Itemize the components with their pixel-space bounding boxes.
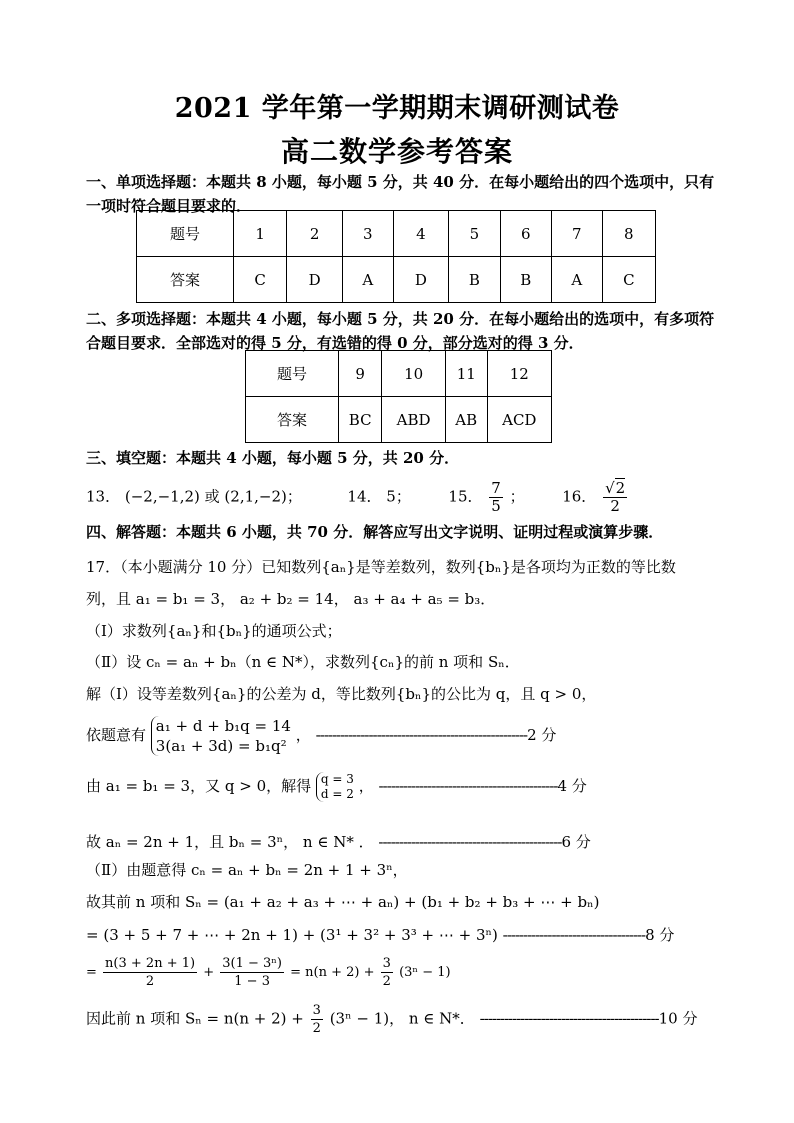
question-number: 12 [487, 351, 551, 397]
score-dashes: -------------------------------------------- [479, 1009, 659, 1028]
table-row [246, 397, 552, 443]
fraction-arithmetic-sum: $\frac{n(3 + 2n + 1)}{2}$ [105, 956, 196, 989]
section3-intro: 三、填空题：本题共 4 小题，每小题 5 分，共 20 分． [86, 449, 460, 467]
general-terms: 故 aₙ = 2n + 1，且 bₙ = 3ⁿ， n ∈ N* ． [86, 833, 374, 851]
system-tail: ， [295, 726, 311, 744]
score-label: 4 分 [557, 777, 587, 795]
q15-numerator: 7 [491, 479, 501, 497]
result-tail: ， [358, 777, 374, 795]
answer-cell: B [500, 257, 551, 303]
question-number: 1 [234, 211, 287, 257]
question-number: 10 [382, 351, 446, 397]
system-eq2: 3(a₁ + 3d) = b₁q² [155, 737, 287, 755]
question-number: 11 [445, 351, 487, 397]
answer-cell: D [287, 257, 343, 303]
score-label: 8 分 [645, 926, 675, 944]
problem17-question2: （Ⅱ）设 cₙ = aₙ + bₙ（n ∈ N*），求数列{cₙ}的前 n 项和 Sₙ． [86, 653, 520, 671]
section1-answer-table [136, 210, 656, 303]
problem17-line1: 17．（本小题满分 10 分）已知数列{aₙ}是等差数列，数列{bₙ}是各项均为正数的等比数 [86, 558, 676, 576]
section2-intro: 二、多项选择题：本题共 4 小题，每小题 5 分，共 20 分．在每小题给出的选项中，有多项符合题目要求．全部选对的得 5 分，有选错的得 0 分，部分选对的得 3 分． [86, 310, 715, 352]
score-dashes: -------------------------------------------- [378, 777, 558, 795]
answer-cell: A [342, 257, 393, 303]
q16-numerator: 2 [615, 479, 626, 497]
solution-part2: （Ⅱ）由题意得 cₙ = aₙ + bₙ = 2n + 1 + 3ⁿ， [86, 861, 408, 879]
q14-label: 14． [347, 487, 382, 506]
question-number: 9 [339, 351, 382, 397]
answer-cell: C [602, 257, 655, 303]
table-row [137, 211, 656, 257]
solution-final [86, 1002, 697, 1037]
question-number: 8 [602, 211, 655, 257]
solution-line1: 解（Ⅰ）设等差数列{aₙ}的公差为 d，等比数列{bₙ}的公比为 q，且 q > 0， [86, 685, 597, 703]
answer-cell: BC [339, 397, 382, 443]
system-eq1: a₁ + d + b₁q = 14 [155, 717, 291, 735]
score-dashes: ----------------------------------- [502, 926, 646, 944]
q16-denominator: 2 [610, 497, 620, 515]
system-prefix: 依题意有 [86, 726, 147, 744]
q15-denominator: 5 [491, 497, 501, 515]
equation-system [151, 716, 291, 756]
answer-cell: ABD [382, 397, 446, 443]
problem17-line2: 列，且 a₁ = b₁ = 3， a₂ + b₂ = 14， a₃ + a₄ + a₅ = b₃． [86, 590, 496, 608]
solution-sum-definition: 故其前 n 项和 Sₙ = (a₁ + a₂ + a₃ + ⋯ + aₙ) + (b₁ + b₂ + b₃ + ⋯ + bₙ) [86, 893, 600, 911]
score-label: 10 分 [658, 1009, 698, 1028]
section4-intro: 四、解答题：本题共 6 小题，共 70 分．解答应写出文字说明、证明过程或演算步骤． [86, 523, 664, 541]
solution-general-terms [86, 832, 591, 852]
fill-in-answers [86, 480, 629, 515]
section1-intro: 一、单项选择题：本题共 8 小题，每小题 5 分，共 40 分．在每小题给出的四个选项中，只有一项时符合题目要求的． [86, 173, 715, 215]
solution-sum-expansion [86, 925, 674, 945]
question-number: 4 [393, 211, 449, 257]
q15-label: 15． [448, 487, 483, 506]
solution-given [86, 772, 587, 802]
table-row [246, 351, 552, 397]
page-title: 2021 学年第一学期期末调研测试卷 [174, 93, 620, 124]
score-label: 6 分 [561, 833, 591, 851]
fraction-three-halves: $\frac{3}{2}$ [382, 956, 391, 989]
score-dashes: --------------------------------------------- [378, 833, 562, 851]
answer-cell: C [234, 257, 287, 303]
answer-cell: B [449, 257, 500, 303]
answer-label: 答案 [137, 257, 234, 303]
result-eq1: q = 3 [320, 772, 354, 786]
q14-answer: 5； [386, 487, 411, 506]
question-number: 2 [287, 211, 343, 257]
answer-cell: D [393, 257, 449, 303]
score-dashes: ---------------------------------------------------- [315, 726, 528, 744]
given-prefix: 由 a₁ = b₁ = 3，又 q > 0，解得 [86, 777, 312, 795]
q16-label: 16． [562, 487, 597, 506]
section2-answer-table [245, 350, 552, 443]
equals-sign: = [86, 965, 97, 980]
answer-cell: ACD [487, 397, 551, 443]
problem17-question1: （Ⅰ）求数列{aₙ}和{bₙ}的通项公式； [86, 622, 342, 640]
q13-answer: (−2,−1,2) 或 (2,1,−2)； [124, 487, 302, 506]
score-label: 2 分 [527, 726, 557, 744]
question-number: 5 [449, 211, 500, 257]
result-eq2: d = 2 [320, 787, 354, 801]
fraction-geometric-sum: $\frac{\text{3(1 − 3ⁿ)}}{1 - 3}$ [222, 956, 283, 989]
result-system [316, 772, 354, 802]
page-subtitle: 高二数学参考答案 [280, 135, 513, 168]
answer-label: 答案 [246, 397, 339, 443]
answer-cell: A [552, 257, 603, 303]
final-fraction: $\frac{3}{2}$ [312, 1003, 321, 1036]
header-label: 题号 [137, 211, 234, 257]
question-number: 6 [500, 211, 551, 257]
question-number: 3 [342, 211, 393, 257]
header-label: 题号 [246, 351, 339, 397]
q15-tail: ； [509, 487, 525, 506]
q16-fraction: $\frac{√2}{2}$ [605, 479, 626, 515]
final-prefix: 因此前 n 项和 Sₙ = n(n + 2) + [86, 1009, 304, 1028]
final-tail: (3ⁿ − 1)， n ∈ N*． [329, 1009, 475, 1028]
q15-fraction [489, 480, 503, 515]
solution-system [86, 716, 556, 756]
table-row [137, 257, 656, 303]
q13-label: 13． [86, 487, 121, 506]
answer-cell: AB [445, 397, 487, 443]
sum-expansion: = (3 + 5 + 7 + ⋯ + 2n + 1) + (3¹ + 3² + 3³ + ⋯ + 3ⁿ) [86, 926, 498, 944]
solution-sum-formula: = $\frac{n(3 + 2n + 1)}{2}$ + $\frac{\text{3(1 − 3ⁿ)}}{1 - 3}$ = n(n + 2) + $\frac{3}{2}$ (3ⁿ − 1) [86, 956, 451, 989]
question-number: 7 [552, 211, 603, 257]
